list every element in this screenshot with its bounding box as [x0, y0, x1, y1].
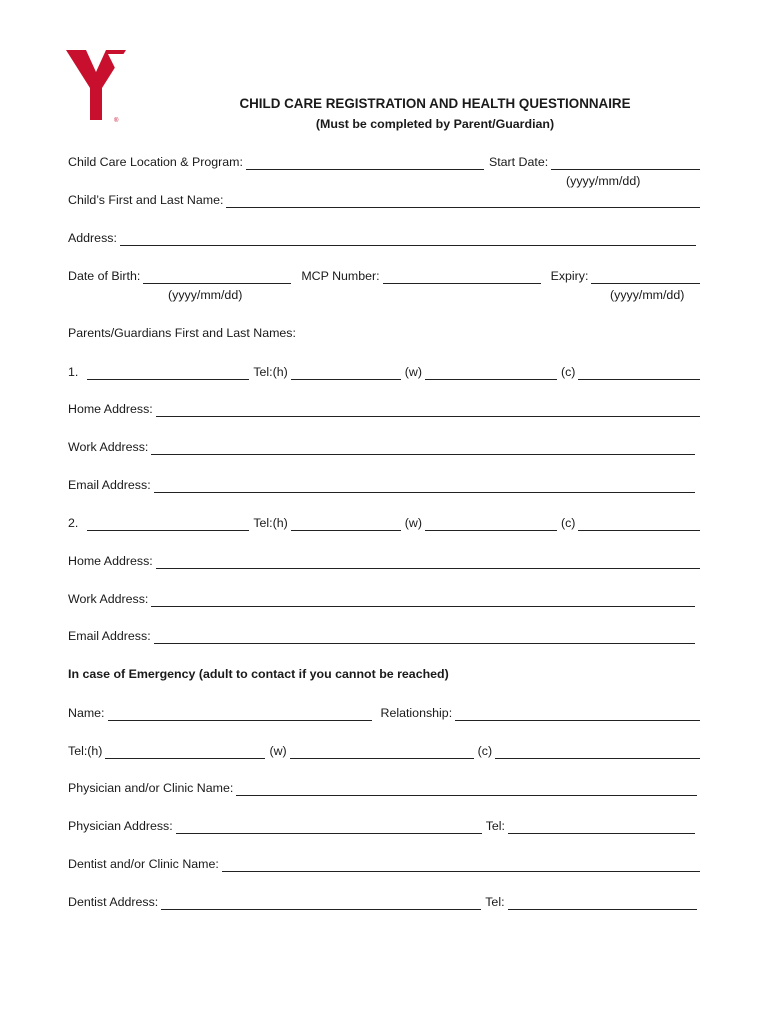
emergency-relationship-field[interactable] — [455, 707, 700, 721]
parent-1-number: 1. — [68, 365, 79, 379]
parent-1-email-field[interactable] — [154, 479, 695, 493]
address-label: Address: — [68, 231, 117, 245]
parent-2-phone-row — [68, 513, 700, 531]
physician-name-label: Physician and/or Clinic Name: — [68, 781, 234, 795]
parent-2-home-label: Home Address: — [68, 554, 153, 568]
start-date-label: Start Date: — [488, 155, 549, 169]
location-row — [68, 152, 700, 170]
parent-2-email-field[interactable] — [154, 630, 695, 644]
parent-2-work-row — [68, 589, 700, 607]
parent-2-work-label: Work Address: — [68, 592, 149, 606]
dob-row — [68, 266, 700, 284]
mcp-label: MCP Number: — [301, 269, 380, 283]
emergency-name-field[interactable] — [108, 707, 372, 721]
parent-1-email-row — [68, 475, 700, 493]
form-subtitle: (Must be completed by Parent/Guardian) — [315, 117, 555, 131]
form-title: CHILD CARE REGISTRATION AND HEALTH QUESTIONNAIRE — [239, 96, 631, 111]
dentist-address-field[interactable] — [161, 896, 481, 910]
parent-2-w-label: (w) — [404, 516, 422, 530]
parent-1-home-row — [68, 399, 700, 417]
parent-1-w-field[interactable] — [425, 366, 557, 380]
child-name-label: Child’s First and Last Name: — [68, 193, 224, 207]
emergency-heading: In case of Emergency (adult to contact if you cannot be reached) — [68, 667, 449, 681]
parent-1-home-field[interactable] — [156, 403, 700, 417]
dentist-name-field[interactable] — [222, 858, 700, 872]
dob-label: Date of Birth: — [68, 269, 141, 283]
logo-registered-mark: ® — [114, 118, 119, 124]
location-field[interactable] — [246, 156, 484, 170]
dentist-name-row — [68, 854, 700, 872]
start-date-field[interactable] — [551, 156, 700, 170]
start-date-hint: (yyyy/mm/dd) — [566, 174, 641, 188]
parent-2-c-field[interactable] — [578, 517, 700, 531]
emergency-relationship-label: Relationship: — [380, 706, 453, 720]
parent-2-email-label: Email Address: — [68, 629, 151, 643]
parent-1-work-label: Work Address: — [68, 440, 149, 454]
parent-2-home-field[interactable] — [156, 555, 700, 569]
dentist-tel-field[interactable] — [508, 896, 697, 910]
physician-address-field[interactable] — [176, 820, 482, 834]
parent-1-c-field[interactable] — [578, 366, 700, 380]
parent-1-work-field[interactable] — [151, 441, 695, 455]
parents-heading: Parents/Guardians First and Last Names: — [68, 326, 296, 340]
dob-hint: (yyyy/mm/dd) — [168, 288, 243, 302]
dentist-address-row — [68, 892, 700, 910]
parent-1-name-field[interactable] — [87, 366, 249, 380]
emergency-tel-h-label: Tel:(h) — [68, 744, 103, 758]
emergency-w-field[interactable] — [290, 745, 474, 759]
parent-1-w-label: (w) — [404, 365, 422, 379]
parent-2-home-row — [68, 551, 700, 569]
parent-1-tel-h-label: Tel:(h) — [253, 365, 288, 379]
emergency-c-label: (c) — [477, 744, 493, 758]
mcp-field[interactable] — [383, 270, 541, 284]
physician-name-row — [68, 778, 700, 796]
location-label: Child Care Location & Program: — [68, 155, 243, 169]
parent-2-work-field[interactable] — [151, 593, 695, 607]
parent-1-work-row — [68, 437, 700, 455]
parent-1-c-label: (c) — [560, 365, 576, 379]
parent-2-tel-h-label: Tel:(h) — [253, 516, 288, 530]
parent-2-name-field[interactable] — [87, 517, 249, 531]
parent-2-email-row — [68, 626, 700, 644]
dentist-name-label: Dentist and/or Clinic Name: — [68, 857, 219, 871]
expiry-label: Expiry: — [550, 269, 589, 283]
emergency-tel-h-field[interactable] — [105, 745, 265, 759]
emergency-name-row — [68, 703, 700, 721]
parent-1-email-label: Email Address: — [68, 478, 151, 492]
parent-1-home-label: Home Address: — [68, 402, 153, 416]
physician-tel-field[interactable] — [508, 820, 695, 834]
emergency-name-label: Name: — [68, 706, 105, 720]
emergency-c-field[interactable] — [495, 745, 700, 759]
address-row — [68, 228, 700, 246]
dentist-tel-label: Tel: — [485, 895, 505, 909]
ymca-logo-icon — [66, 48, 126, 124]
physician-name-field[interactable] — [236, 782, 697, 796]
expiry-hint: (yyyy/mm/dd) — [610, 288, 685, 302]
child-name-field[interactable] — [226, 194, 700, 208]
parent-2-tel-h-field[interactable] — [291, 517, 401, 531]
physician-address-row — [68, 816, 700, 834]
emergency-w-label: (w) — [269, 744, 287, 758]
physician-tel-label: Tel: — [485, 819, 505, 833]
emergency-phone-row — [68, 741, 700, 759]
parent-2-w-field[interactable] — [425, 517, 557, 531]
address-field[interactable] — [120, 232, 696, 246]
dentist-address-label: Dentist Address: — [68, 895, 159, 909]
parent-2-c-label: (c) — [560, 516, 576, 530]
dob-field[interactable] — [143, 270, 291, 284]
parent-2-number: 2. — [68, 516, 79, 530]
parent-1-tel-h-field[interactable] — [291, 366, 401, 380]
expiry-field[interactable] — [591, 270, 700, 284]
physician-address-label: Physician Address: — [68, 819, 173, 833]
parent-1-phone-row — [68, 362, 700, 380]
child-name-row — [68, 190, 700, 208]
